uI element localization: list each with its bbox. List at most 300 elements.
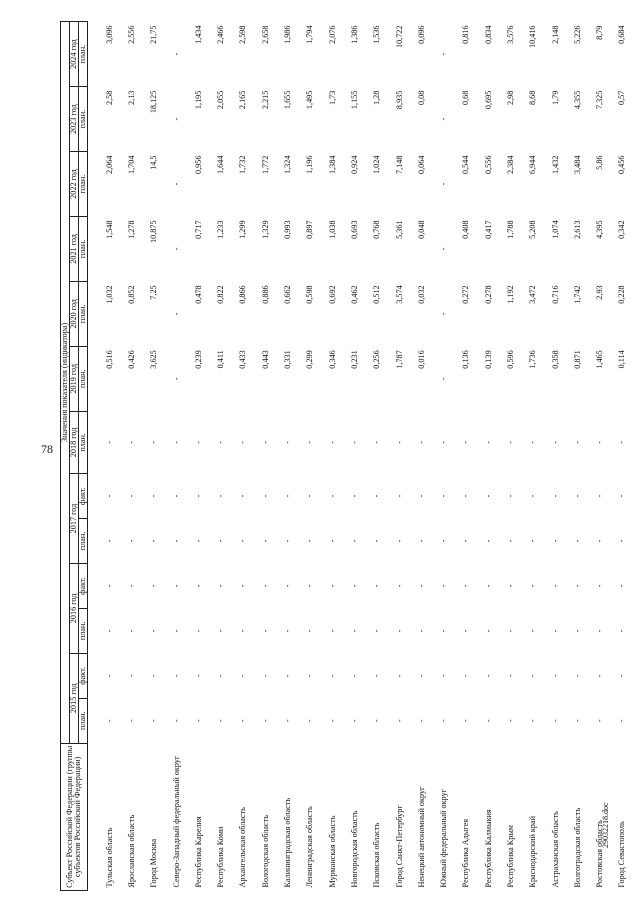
indicator-value: 1,732 (238, 155, 248, 174)
indicator-value: - (394, 539, 404, 543)
indicator-value: - (572, 441, 582, 444)
year-header-2018: 2018 год (70, 411, 79, 473)
indicator-value: - (305, 539, 315, 543)
indicator-value: 0,08 (416, 90, 426, 105)
indicator-value: - (260, 494, 270, 498)
indicator-value: 3,472 (528, 285, 538, 304)
table-row (544, 22, 566, 891)
indicator-value: - (149, 674, 159, 678)
table-row (455, 22, 477, 891)
indicator-value: 0,57 (617, 90, 627, 105)
indicator-value: - (595, 441, 605, 444)
indicator-value: - (171, 494, 181, 498)
indicator-value: - (528, 584, 538, 588)
indicator-value: - (171, 441, 181, 444)
region-name: Город Москва (149, 838, 159, 888)
indicator-value: - (327, 674, 337, 678)
indicator-value: 7,325 (595, 90, 605, 110)
indicator-value: - (572, 629, 582, 633)
indicator-value: - (216, 629, 226, 633)
indicator-value: - (550, 674, 560, 678)
indicator-value: - (305, 629, 315, 633)
indicator-value: - (483, 441, 493, 444)
indicator-value: - (104, 584, 114, 588)
indicator-value: 0,231 (349, 350, 359, 369)
indicator-value: - (216, 674, 226, 678)
page-number: 78 (41, 442, 53, 456)
indicator-value: 5,226 (572, 25, 582, 44)
indicator-value: - (327, 539, 337, 543)
indicator-value: - (327, 494, 337, 498)
indicator-value: - (505, 441, 515, 444)
region-name: Краснодарский край (528, 816, 538, 888)
indicator-value: - (416, 629, 426, 633)
region-name: Ростовская область (595, 820, 605, 888)
table-header (61, 22, 88, 891)
indicator-value: - (528, 441, 538, 444)
indicator-value: 0,866 (238, 285, 248, 304)
indicator-value: 0,834 (483, 25, 493, 44)
indicator-value: - (283, 584, 293, 588)
indicator-value: 0,695 (483, 90, 493, 110)
indicator-value: - (461, 719, 471, 723)
indicator-value: - (283, 674, 293, 678)
indicator-value: - (550, 584, 560, 588)
indicator-value: - (505, 674, 515, 678)
indicator-value: - (595, 719, 605, 723)
indicator-value: 7,25 (149, 285, 159, 300)
indicator-value: 0,064 (416, 155, 426, 174)
indicator-value: - (372, 441, 382, 444)
indicator-value: - (572, 494, 582, 498)
indicator-value: - (104, 719, 114, 723)
indicator-value: 2,58 (104, 90, 114, 105)
table-row (566, 22, 588, 891)
year-header-2024: 2024 год (70, 22, 79, 87)
indicator-value: - (349, 539, 359, 543)
indicator-value: - (550, 719, 560, 723)
indicator-value: - (550, 494, 560, 498)
fact-header: факт. (79, 474, 88, 519)
indicator-value: 1,79 (550, 90, 560, 105)
indicator-value: - (126, 584, 136, 588)
indicator-value: 1,432 (550, 155, 560, 174)
indicator-value: - (193, 539, 203, 543)
indicator-value: - (193, 674, 203, 678)
table-row (343, 22, 365, 891)
indicator-value: - (260, 629, 270, 633)
indicator-value: - (439, 377, 449, 381)
indicator-value: - (394, 441, 404, 444)
indicator-value: - (617, 494, 627, 498)
indicator-value: 0,886 (260, 285, 270, 304)
indicator-value: 0,822 (216, 285, 226, 304)
indicator-value: - (171, 312, 181, 316)
indicator-value: 2,13 (126, 90, 136, 105)
indicator-value: - (283, 494, 293, 498)
indicator-value: 1,986 (283, 25, 293, 44)
indicator-value: - (283, 539, 293, 543)
indicator-value: - (372, 719, 382, 723)
indicator-value: - (126, 629, 136, 633)
year-header-2021: 2021 год (70, 216, 79, 281)
indicator-value: - (461, 674, 471, 678)
table-body (88, 22, 634, 891)
indicator-value: 8,79 (595, 25, 605, 40)
indicator-value: - (126, 539, 136, 543)
indicator-value: - (171, 247, 181, 251)
plan-header: план. (79, 346, 88, 411)
indicator-value: - (394, 629, 404, 633)
indicator-value: - (372, 629, 382, 633)
indicator-value: 18,125 (149, 90, 159, 114)
indicator-value: - (171, 629, 181, 633)
indicator-value: - (439, 182, 449, 186)
indicator-value: - (372, 584, 382, 588)
indicator-value: 2,613 (572, 220, 582, 239)
indicator-value: 0,408 (461, 220, 471, 239)
indicator-value: - (171, 674, 181, 678)
indicator-value: - (394, 674, 404, 678)
indicator-value: 0,924 (349, 155, 359, 174)
indicator-value: - (193, 584, 203, 588)
indicator-value: 1,655 (283, 90, 293, 110)
indicator-value: - (572, 584, 582, 588)
table-row (209, 22, 231, 891)
values-header: Значения показателя (индикатора) (61, 22, 70, 744)
indicator-value: 0,516 (104, 350, 114, 369)
indicator-value: 1,548 (104, 220, 114, 239)
indicator-value: 0,816 (461, 25, 471, 44)
indicator-value: - (439, 247, 449, 251)
indicator-value: - (617, 584, 627, 588)
plan-header: план. (79, 519, 88, 564)
region-name: Тульская область (104, 827, 114, 888)
indicator-value: - (528, 719, 538, 723)
document-code: 29032218.doc (601, 802, 610, 848)
region-name: Ленинградская область (305, 806, 315, 888)
table-row (120, 22, 142, 891)
region-name: Республика Калмыкия (483, 809, 493, 888)
indicator-value: 1,465 (595, 350, 605, 369)
indicator-value: 5,208 (528, 220, 538, 239)
indicator-value: 2,556 (126, 25, 136, 44)
indicator-value: 1,278 (126, 220, 136, 239)
indicator-value: - (283, 719, 293, 723)
indicator-value: - (260, 719, 270, 723)
indicator-value: 0,411 (216, 350, 226, 369)
indicator-value: 0,016 (416, 350, 426, 369)
indicator-value: - (461, 441, 471, 444)
indicator-value: - (171, 117, 181, 121)
indicator-value: 0,768 (372, 220, 382, 239)
indicator-value: 0,443 (260, 350, 270, 369)
indicator-value: 0,433 (238, 350, 248, 369)
indicator-value: 0,136 (461, 350, 471, 369)
indicator-value: 3,625 (149, 350, 159, 369)
indicator-value: - (305, 441, 315, 444)
region-name: Калининградская область (283, 797, 293, 888)
indicator-value: - (149, 584, 159, 588)
indicator-value: - (572, 719, 582, 723)
indicator-value: - (439, 441, 449, 444)
region-name: Астраханская область (550, 811, 560, 888)
indicator-value: - (126, 674, 136, 678)
indicator-value: - (104, 539, 114, 543)
indicator-value: 0,662 (283, 285, 293, 304)
indicator-value: 0,278 (483, 285, 493, 304)
indicator-value: - (305, 584, 315, 588)
indicator-value: - (349, 629, 359, 633)
year-header-2019: 2019 год (70, 346, 79, 411)
indicator-value: 0,692 (327, 285, 337, 304)
region-name: Новгородская область (349, 810, 359, 888)
indicator-value: - (193, 441, 203, 444)
indicator-value: - (260, 539, 270, 543)
indicator-value: - (572, 674, 582, 678)
indicator-value: - (260, 584, 270, 588)
indicator-value: 0,544 (461, 155, 471, 174)
indicator-value: 1,024 (372, 155, 382, 174)
indicator-value: - (595, 584, 605, 588)
indicator-value: - (439, 494, 449, 498)
table-row (410, 22, 432, 891)
year-header-2020: 2020 год (70, 281, 79, 346)
plan-header: план. (79, 698, 88, 743)
indicator-value: 1,788 (505, 220, 515, 239)
indicator-value: 5,86 (595, 155, 605, 170)
indicator-value: - (372, 494, 382, 498)
indicator-value: - (416, 494, 426, 498)
indicator-value: - (171, 377, 181, 381)
indicator-value: 1,038 (327, 220, 337, 239)
indicator-value: 1,032 (104, 285, 114, 304)
indicator-value: 3,096 (104, 25, 114, 44)
indicator-value: - (126, 494, 136, 498)
region-name: Республика Карелия (193, 816, 203, 888)
table-row (187, 22, 209, 891)
indicator-value: - (439, 312, 449, 316)
indicator-value: 0,596 (505, 350, 515, 369)
indicator-value: - (461, 584, 471, 588)
indicator-value: - (238, 719, 248, 723)
region-name: Город Санкт-Петербург (394, 805, 404, 888)
region-name: Волгоградская область (572, 807, 582, 888)
indicator-value: - (349, 674, 359, 678)
table-row (276, 22, 298, 891)
indicator-value: 2,598 (238, 25, 248, 44)
indicator-value: 1,736 (528, 350, 538, 369)
spacer-row (88, 22, 99, 891)
subject-header: Субъект Российской Федерации (группы субъектов Российской Федерации) (61, 743, 88, 890)
year-header-2016: 2016 год (70, 563, 79, 653)
indicator-value: 1,794 (305, 25, 315, 44)
indicator-value: 0,456 (617, 155, 627, 174)
region-name: Псковская область (372, 822, 382, 888)
indicator-value: - (372, 539, 382, 543)
indicator-value: - (595, 494, 605, 498)
indicator-value: - (104, 441, 114, 444)
table-row (522, 22, 544, 891)
region-name: Южный федеральный округ (439, 788, 449, 888)
table-row (366, 22, 388, 891)
indicator-value: 2,98 (505, 90, 515, 105)
indicator-value: 0,68 (461, 90, 471, 105)
indicator-value: 0,693 (349, 220, 359, 239)
indicator-value: - (461, 629, 471, 633)
indicator-value: - (439, 584, 449, 588)
plan-header: план. (79, 216, 88, 281)
indicator-value: 0,717 (193, 220, 203, 239)
region-name: Город Севастополь (617, 821, 627, 888)
indicator-value: - (394, 584, 404, 588)
indicator-value: - (104, 674, 114, 678)
indicator-value: - (617, 719, 627, 723)
indicator-value: - (126, 719, 136, 723)
indicator-value: - (216, 441, 226, 444)
indicator-value: - (439, 629, 449, 633)
table-row (611, 22, 633, 891)
indicator-value: - (305, 719, 315, 723)
indicator-value: 0,256 (372, 350, 382, 369)
indicator-value: 0,556 (483, 155, 493, 174)
indicator-value: - (238, 441, 248, 444)
region-name: Архангельская область (238, 807, 248, 888)
indicator-value: - (483, 539, 493, 543)
indicator-value: 1,386 (349, 25, 359, 44)
indicator-value: - (327, 441, 337, 444)
indicator-value: - (349, 441, 359, 444)
indicator-value: - (439, 52, 449, 56)
table-row (98, 22, 120, 891)
indicator-value: - (617, 629, 627, 633)
indicator-value: - (149, 629, 159, 633)
indicator-value: 0,139 (483, 350, 493, 369)
indicator-value: - (349, 584, 359, 588)
region-name: Ненецкий автономный округ (416, 786, 426, 888)
indicator-value: 0,871 (572, 350, 582, 369)
indicator-value: - (461, 539, 471, 543)
indicator-value: - (505, 629, 515, 633)
indicator-value: - (193, 629, 203, 633)
indicator-value: 0,716 (550, 285, 560, 304)
indicator-value: 0,897 (305, 220, 315, 239)
indicator-value: 2,93 (595, 285, 605, 300)
indicator-value: - (528, 494, 538, 498)
indicator-value: 1,742 (572, 285, 582, 304)
indicator-value: 0,993 (283, 220, 293, 239)
table-row (143, 22, 165, 891)
indicator-value: 3,574 (394, 285, 404, 304)
plan-header: план. (79, 22, 88, 87)
indicator-value: - (238, 629, 248, 633)
table-row (165, 22, 187, 891)
indicator-value: - (595, 674, 605, 678)
indicator-value: - (349, 719, 359, 723)
indicator-value: 0,032 (416, 285, 426, 304)
indicator-value: - (528, 674, 538, 678)
indicator-value: 2,165 (238, 90, 248, 110)
region-name: Республика Адыгея (461, 819, 471, 888)
indicator-value: 2,064 (104, 155, 114, 174)
indicator-value: - (572, 539, 582, 543)
indicator-value: 1,195 (193, 90, 203, 110)
indicator-value: - (439, 719, 449, 723)
indicator-value: - (216, 584, 226, 588)
region-name: Северо-Западный федеральный округ (171, 755, 181, 888)
indicator-value: - (171, 584, 181, 588)
indicator-value: - (439, 117, 449, 121)
indicator-value: - (550, 629, 560, 633)
indicator-value: - (327, 629, 337, 633)
indicator-value: 1,192 (505, 285, 515, 304)
indicator-value: 2,658 (260, 25, 270, 44)
region-name: Ярославская область (126, 814, 136, 888)
year-header-2023: 2023 год (70, 87, 79, 152)
fact-header: факт. (79, 563, 88, 608)
indicator-value: 2,384 (505, 155, 515, 174)
indicator-value: - (595, 629, 605, 633)
indicator-value: 14,5 (149, 155, 159, 170)
indicator-value: - (238, 539, 248, 543)
indicator-value: - (483, 494, 493, 498)
indicator-value: - (483, 584, 493, 588)
indicator-value: 6,944 (528, 155, 538, 174)
indicator-value: 0,512 (372, 285, 382, 304)
table-row (499, 22, 521, 891)
indicator-value: - (260, 674, 270, 678)
region-name: Вологодская область (260, 815, 270, 888)
indicator-value: - (550, 441, 560, 444)
plan-header: план. (79, 87, 88, 152)
indicator-value: - (171, 182, 181, 186)
plan-header: план. (79, 152, 88, 217)
year-header-2022: 2022 год (70, 152, 79, 217)
indicator-value: - (394, 719, 404, 723)
indicator-value: - (149, 719, 159, 723)
table-row (432, 22, 454, 891)
table-row (388, 22, 410, 891)
plan-header: план. (79, 281, 88, 346)
plan-header: план. (79, 411, 88, 473)
indicator-value: - (528, 539, 538, 543)
indicator-value: 1,73 (327, 90, 337, 105)
indicator-value: 1,384 (327, 155, 337, 174)
indicator-value: - (349, 494, 359, 498)
indicator-value: - (238, 674, 248, 678)
region-name: Республика Крым (505, 825, 515, 888)
indicator-value: - (238, 494, 248, 498)
indicator-value: - (171, 539, 181, 543)
indicator-value: 1,704 (126, 155, 136, 174)
indicator-value: - (305, 494, 315, 498)
indicator-value: 1,299 (238, 220, 248, 239)
indicator-value: 5,361 (394, 220, 404, 239)
indicator-value: 2,466 (216, 25, 226, 44)
indicator-value: 2,215 (260, 90, 270, 110)
indicator-value: - (416, 539, 426, 543)
fact-header: факт. (79, 653, 88, 698)
indicator-value: 2,055 (216, 90, 226, 110)
indicator-value: 0,462 (349, 285, 359, 304)
indicator-value: - (416, 719, 426, 723)
indicator-value: - (416, 441, 426, 444)
indicator-value: 0,342 (617, 220, 627, 239)
indicator-value: 1,787 (394, 350, 404, 369)
indicator-value: - (416, 674, 426, 678)
region-name: Мурманская область (327, 815, 337, 888)
indicator-value: 0,417 (483, 220, 493, 239)
